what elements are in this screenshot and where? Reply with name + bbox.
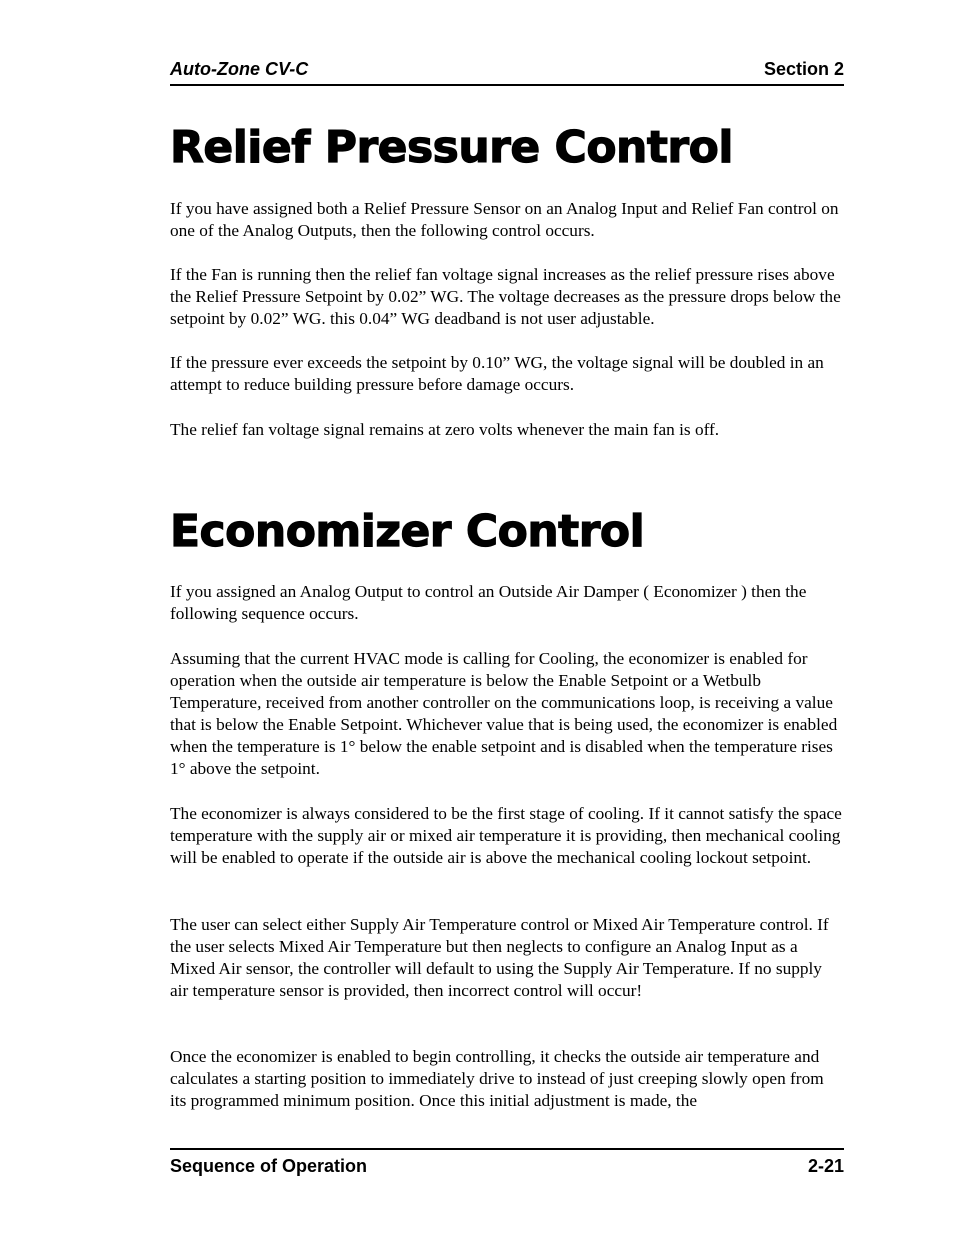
paragraph: If you have assigned both a Relief Pressure Sensor on an Analog Input and Relief Fan control on one of the Analog Outputs, then the following control occurs. [170,199,839,240]
paragraph: The economizer is always considered to be the first stage of cooling. If it cannot satisfy the space temperature with the supply air or mixed air temperature it is providing, then mechanical cooling will be enabled to operate if the outside air is above the mechanical cooling lockout setpoint. [170,804,842,867]
document-title: Auto-Zone CV-C [170,59,309,79]
page-footer [170,1148,844,1180]
page-header [170,58,844,86]
paragraph: If you assigned an Analog Output to control an Outside Air Damper ( Economizer ) then the following sequence occurs. [170,582,807,623]
paragraph: The relief fan voltage signal remains at zero volts whenever the main fan is off. [170,420,720,439]
paragraph: Assuming that the current HVAC mode is calling for Cooling, the economizer is enabled for operation when the outside air temperature is below the Enable Setpoint or a Wetbulb Temperature, received from another controller on the communications loop, is receiving a value that is below the Enable Setpoint. Whichever value that is being used, the economizer is enabled when the temperature is 1° below the enable setpoint and is disabled when the temperature rises 1° above the setpoint. [170,649,838,778]
paragraph: If the Fan is running then the relief fan voltage signal increases as the relief pressure rises above the Relief Pressure Setpoint by 0.02” WG. The voltage decreases as the pressure drops below the setpoint by 0.02” WG. this 0.04” WG deadband is not user adjustable. [170,265,841,328]
paragraph: Once the economizer is enabled to begin controlling, it checks the outside air temperature and calculates a starting position to immediately drive to instead of just creeping slowly open from its programmed minimum position. Once this initial adjustment is made, the [170,1047,824,1110]
page-number: 2-21 [807,1156,844,1176]
paragraph: The user can select either Supply Air Temperature control or Mixed Air Temperature control. If the user selects Mixed Air Temperature but then neglects to configure an Analog Input as a Mixed Air sensor, the controller will default to using the Supply Air Temperature. If no supply air temperature sensor is provided, then incorrect control will occur! [170,915,829,1000]
section-label: Section 2 [763,59,844,79]
paragraph: If the pressure ever exceeds the setpoint by 0.10” WG, the voltage signal will be doubled in an attempt to reduce building pressure before damage occurs. [170,353,824,394]
heading-relief-pressure-control: Relief Pressure Control [170,122,733,173]
chapter-title: Sequence of Operation [170,1156,368,1176]
heading-economizer-control: Economizer Control [170,506,645,557]
